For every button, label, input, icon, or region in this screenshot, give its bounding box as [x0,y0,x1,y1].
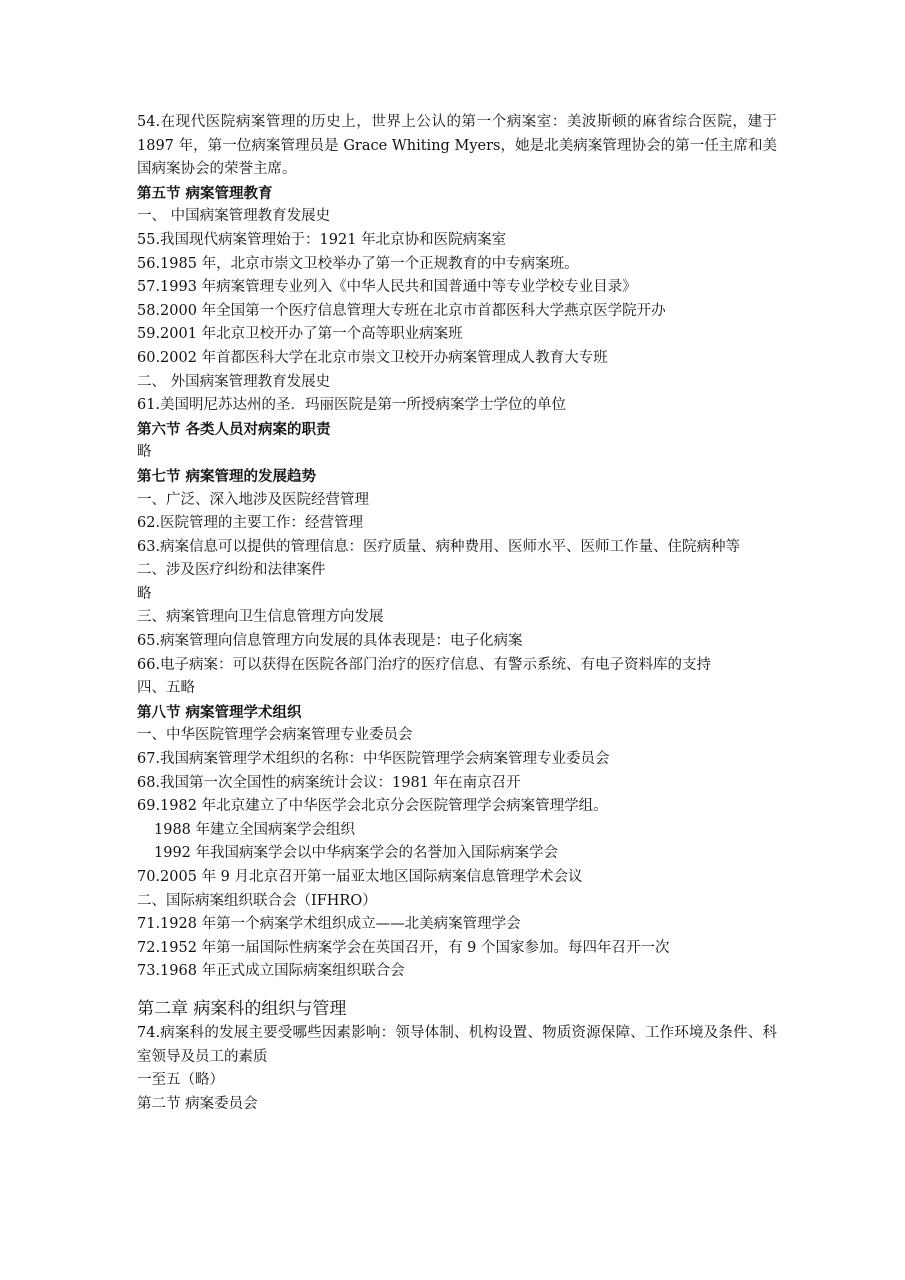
paragraph-55: 55.我国现代病案管理始于：1921 年北京协和医院病案室 [137,231,507,248]
paragraph-69-continued-1: 1988 年建立全国病案学会组织 [154,821,356,838]
paragraph-56: 56.1985 年，北京市崇文卫校举办了第一个正规教育的中专病案班。 [137,255,579,272]
paragraph-58: 58.2000 年全国第一个医疗信息管理大专班在北京市首都医科大学燕京医学院开办 [137,302,666,319]
paragraph-66: 66.电子病案：可以获得在医院各部门治疗的医疗信息、有警示系统、有电子资料库的支持 [137,656,712,673]
chapter-2-omitted: 一至五（略） [137,1072,224,1089]
paragraph-62: 62.医院管理的主要工作：经营管理 [137,515,364,532]
paragraph-63: 63.病案信息可以提供的管理信息：医疗质量、病种费用、医师水平、医师工作量、住院病种等 [137,538,741,555]
paragraph-61: 61.美国明尼苏达州的圣．玛丽医院是第一所授病案学士学位的单位 [137,397,567,414]
section-5-subheading-1: 一、 中国病案管理教育发展史 [137,208,331,225]
paragraph-54: 54.在现代医院病案管理的历史上，世界上公认的第一个病案室：美波斯顿的麻省综合医院，建于 1897 年，第一位病案管理员是 Grace Whiting Myers，她是北美病案管理协会的第一任主席和美国病案协会的荣誉主席。 [137,114,777,178]
section-6-title: 第六节 各类人员对病案的职责 [137,420,331,438]
section-7-subheading-2: 二、涉及医疗纠纷和法律案件 [137,562,326,579]
section-8-title: 第八节 病案管理学术组织 [137,703,302,721]
paragraph-57: 57.1993 年病案管理专业列入《中华人民共和国普通中等专业学校专业目录》 [137,279,637,296]
section-6-omitted: 略 [137,444,152,461]
paragraph-72: 72.1952 年第一届国际性病案学会在英国召开，有 9 个国家参加。每四年召开一次 [137,939,670,956]
section-7-subheading-1: 一、广泛、深入地涉及医院经营管理 [137,491,369,508]
paragraph-70: 70.2005 年 9 月北京召开第一届亚太地区国际病案信息管理学术会议 [137,869,583,885]
section-7-subheading-4-5: 四、五略 [137,680,195,697]
section-8-subheading-1: 一、中华医院管理学会病案管理专业委员会 [137,727,413,744]
section-7-subheading-3: 三、病案管理向卫生信息管理方向发展 [137,609,384,626]
chapter-2-title: 第二章 病案科的组织与管理 [137,998,347,1019]
paragraph-69-continued-2: 1992 年我国病案学会以中华病案学会的名誉加入国际病案学会 [154,845,559,862]
section-7-omitted: 略 [137,585,152,602]
section-5-title: 第五节 病案管理教育 [137,184,273,202]
paragraph-74: 74.病案科的发展主要受哪些因素影响：领导体制、机构设置、物质资源保障、工作环境及条件、科室领导及员工的素质 [137,1024,777,1065]
section-7-title: 第七节 病案管理的发展趋势 [137,467,317,485]
paragraph-73: 73.1968 年正式成立国际病案组织联合会 [137,963,405,980]
document-page [137,111,777,1116]
paragraph-65: 65.病案管理向信息管理方向发展的具体表现是：电子化病案 [137,633,523,650]
section-8-subheading-2: 二、国际病案组织联合会（IFHRO） [137,892,377,909]
paragraph-68: 68.我国第一次全国性的病案统计会议：1981 年在南京召开 [137,774,521,791]
section-5-subheading-2: 二、 外国病案管理教育发展史 [137,373,331,390]
paragraph-69: 69.1982 年北京建立了中华医学会北京分会医院管理学会病案管理学组。 [137,798,608,815]
paragraph-60: 60.2002 年首都医科大学在北京市崇文卫校开办病案管理成人教育大专班 [137,349,608,366]
paragraph-59: 59.2001 年北京卫校开办了第一个高等职业病案班 [137,326,463,343]
chapter-2-section-2: 第二节 病案委员会 [137,1095,258,1112]
paragraph-71: 71.1928 年第一个病案学术组织成立——北美病案管理学会 [137,916,521,933]
paragraph-67: 67.我国病案管理学术组织的名称：中华医院管理学会病案管理专业委员会 [137,751,610,768]
